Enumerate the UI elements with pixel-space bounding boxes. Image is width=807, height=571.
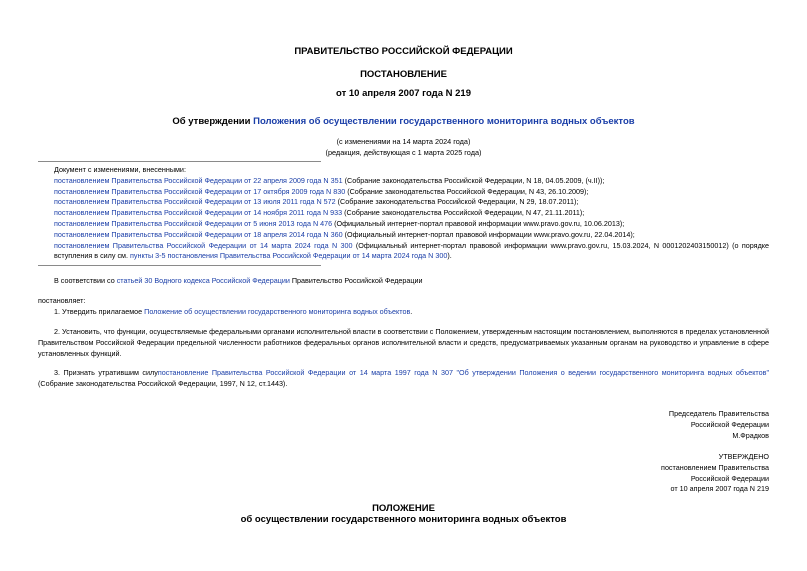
amendment-item (54, 219, 769, 230)
basis-suffix: Правительство Российской Федерации (289, 276, 423, 285)
approved-by: постановлением Правительства (661, 462, 769, 472)
basis-prefix: В соответствии со (54, 276, 117, 285)
amendment-source: (Собрание законодательства Российской Федерации, N 18, 04.05.2009, (ч.II)); (342, 175, 605, 185)
amendments-list (54, 165, 769, 262)
regulation-subtitle: об осуществлении государственного мониторинга водных объектов (240, 514, 567, 525)
amendment-item-last (38, 241, 769, 263)
clause-3 (38, 368, 769, 390)
divider-top (38, 161, 321, 162)
amendment-item (54, 187, 769, 198)
clause-2: 2. Установить, что функции, осуществляемые федеральными органами исполнительной власти в соответствии с Положением, утвержденным настоящим постановлением, выполняются в пределах установленной Правительством Российской Федерации предельной численности работников федеральных органов исполнительной власти и средств, предусматриваемых указанным органам на руководство и управление в сфере установленных функций. (38, 327, 769, 358)
amendment-source: (Собрание законодательства Российской Федерации, N 47, 21.11.2011); (342, 208, 585, 218)
regulation-title: ПОЛОЖЕНИЕ (372, 503, 435, 514)
amendment-link[interactable]: постановлением Правительства Российской Федерации от 14 ноября 2011 года N 933 (54, 208, 343, 218)
amendment-link[interactable]: постановлением Правительства Российской Федерации от 13 июля 2011 года N 572 (54, 197, 336, 207)
clause-3-prefix: 3. Признать утратившим силу (54, 368, 158, 377)
amendment-link[interactable]: постановлением Правительства Российской Федерации от 17 октября 2009 года N 830 (54, 186, 346, 196)
amendment-source: (Собрание законодательства Российской Федерации, N 29, 18.07.2011); (335, 197, 579, 207)
signature-country: Российской Федерации (690, 419, 769, 429)
changes-date-note: (с изменениями на 14 марта 2024 года) (336, 137, 471, 146)
amendment-tail: ). (447, 251, 452, 261)
amendment-link[interactable]: постановлением Правительства Российской Федерации от 22 апреля 2009 года N 351 (54, 175, 343, 185)
amendments-intro: Документ с изменениями, внесенными: (54, 165, 186, 174)
approval-stamp (661, 452, 769, 495)
title-prefix: Об утверждении (172, 116, 254, 127)
clause-1-suffix: . (410, 307, 413, 316)
amendment-link[interactable]: постановлением Правительства Российской Федерации от 18 апреля 2014 года N 360 (54, 229, 343, 239)
government-heading: ПРАВИТЕЛЬСТВО РОССИЙСКОЙ ФЕДЕРАЦИИ (294, 46, 513, 57)
document-title (0, 116, 807, 127)
date-number-heading: от 10 апреля 2007 года N 219 (336, 88, 471, 99)
signature-position: Председатель Правительства (668, 409, 769, 418)
amendment-source: (Официальный интернет-портал правовой информации www.pravo.gov.ru, 15.03.2024, N 0001202403150012) (о порядке вступления в силу см. (54, 240, 769, 261)
amendment-item (54, 208, 769, 219)
signature-block (669, 409, 769, 441)
approved-date: от 10 апреля 2007 года N 219 (670, 484, 769, 494)
clause-1 (54, 307, 769, 318)
divider-bottom (38, 265, 321, 266)
signature-name: М.Фрадков (732, 430, 769, 440)
amendment-source: (Официальный интернет-портал правовой информации www.pravo.gov.ru, 22.04.2014); (342, 229, 635, 239)
approved-label: УТВЕРЖДЕНО (718, 452, 769, 461)
regulation-link[interactable]: Положение об осуществлении государственного мониторинга водных объектов (144, 307, 411, 316)
amendment-source: (Официальный интернет-портал правовой информации www.pravo.gov.ru, 10.06.2013); (332, 218, 625, 228)
approved-country: Российской Федерации (690, 473, 769, 483)
title-regulation-link[interactable]: Положения об осуществлении государственного мониторинга водных объектов (253, 116, 635, 127)
clause-3-suffix: (Собрание законодательства Российской Федерации, 1997, N 12, ст.1443). (38, 378, 288, 388)
amendment-item (54, 176, 769, 187)
amendment-item (54, 230, 769, 241)
resolves-text: постановляет: (38, 296, 86, 305)
amendment-source: (Собрание законодательства Российской Федерации, N 43, 26.10.2009); (345, 186, 589, 196)
document-type-heading: ПОСТАНОВЛЕНИЕ (360, 69, 447, 80)
amendment-item (54, 197, 769, 208)
entry-into-force-link[interactable]: пункты 3-5 постановления Правительства Российской Федерации от 14 марта 2024 года N 300 (130, 251, 448, 261)
clause-1-prefix: 1. Утвердить прилагаемое (54, 307, 145, 316)
amendment-link[interactable]: постановлением Правительства Российской Федерации от 5 июня 2013 года N 476 (54, 218, 333, 228)
current-edition-note: (редакция, действующая с 1 марта 2025 года) (325, 148, 482, 157)
water-code-link[interactable]: статьей 30 Водного кодекса Российской Федерации (116, 276, 290, 285)
amendment-link[interactable]: постановлением Правительства Российской Федерации от 14 марта 2024 года N 300 (54, 240, 353, 250)
repealed-resolution-link[interactable]: постановление Правительства Российской Федерации от 14 марта 1997 года N 307 "Об утверждении Положения о ведении государственного мониторинга водных объектов" (157, 368, 769, 377)
legal-basis-paragraph (54, 276, 769, 287)
